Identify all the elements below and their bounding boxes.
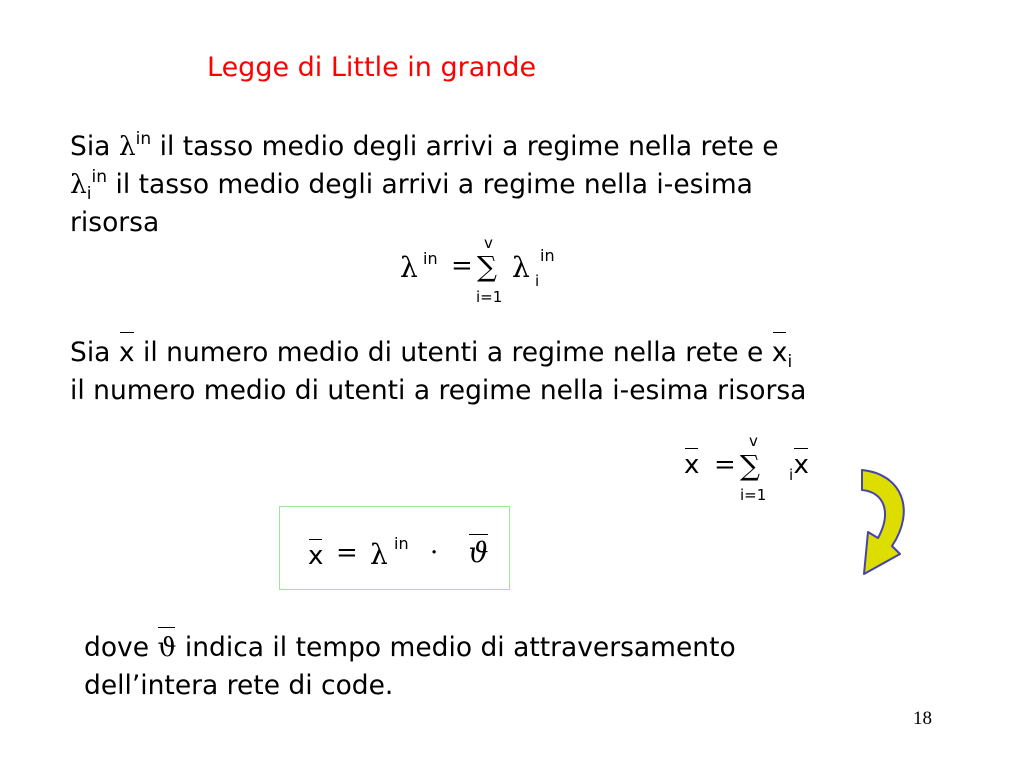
f2-x-i-bar: x — [793, 450, 809, 480]
f2-equals: = — [714, 450, 736, 480]
f1-lower-limit: i=1 — [476, 288, 503, 306]
sigma-icon: ∑ — [740, 449, 760, 482]
formula-lambda-sum — [395, 232, 575, 312]
para3-line1: dove ϑ indica il tempo medio di attraversamento — [84, 629, 736, 667]
page-number: 18 — [913, 708, 932, 729]
f1-sup-in: in — [423, 249, 438, 268]
para2-line2: il numero medio di utenti a regime nella i-esima risorsa — [70, 375, 807, 406]
f3-theta-bar: ϑ — [468, 536, 489, 569]
para3-line2: dell’intera rete di code. — [84, 670, 394, 701]
f1-lambda-i: λ — [512, 251, 530, 284]
para2-line1: Sia x il numero medio di utenti a regime nella rete e $x_i$ — [70, 334, 806, 372]
f3-x-bar: x — [308, 541, 324, 571]
f2-lower-limit: i=1 — [740, 486, 767, 504]
f1-lambda: λ — [400, 251, 418, 284]
f1-upper-limit: v — [484, 234, 493, 252]
theta-bar-symbol: ϑ — [157, 629, 176, 667]
f3-dot: · — [430, 538, 439, 568]
x-bar-symbol: x — [119, 334, 135, 372]
paragraph-users — [70, 334, 806, 410]
f3-equals: = — [336, 538, 358, 568]
para1-line2: $\lambda_i^{in}$ il tasso medio degli arrivi a regime nella i-esima — [70, 167, 753, 204]
lambda-symbol: λ — [118, 131, 136, 162]
f1-sub-i: i — [535, 272, 540, 290]
paragraph-crossing-time — [84, 629, 736, 705]
curved-arrow-icon — [840, 462, 920, 582]
f2-sub-i: i — [789, 466, 794, 484]
f2-x-bar: x — [684, 450, 700, 480]
sigma-icon: ∑ — [477, 250, 497, 283]
para1-line1: Sia $\lambda^{in}$ il tasso medio degli arrivi a regime nella rete e — [70, 129, 779, 162]
f3-lambda: λ — [370, 538, 388, 571]
f1-sup-in-i: in — [540, 246, 555, 265]
f1-equals: = — [451, 251, 473, 281]
f3-sup-in: in — [394, 534, 409, 553]
paragraph-arrival-rate — [70, 128, 779, 242]
f2-upper-limit: v — [749, 432, 758, 450]
x-i-bar-symbol: x — [772, 334, 788, 372]
formula-little-law — [306, 528, 489, 578]
lambda-i-symbol: λ — [70, 169, 87, 200]
slide-title: Legge di Little in grande — [207, 52, 537, 83]
formula-x-sum — [680, 430, 809, 510]
para1-line3: risorsa — [70, 207, 160, 238]
